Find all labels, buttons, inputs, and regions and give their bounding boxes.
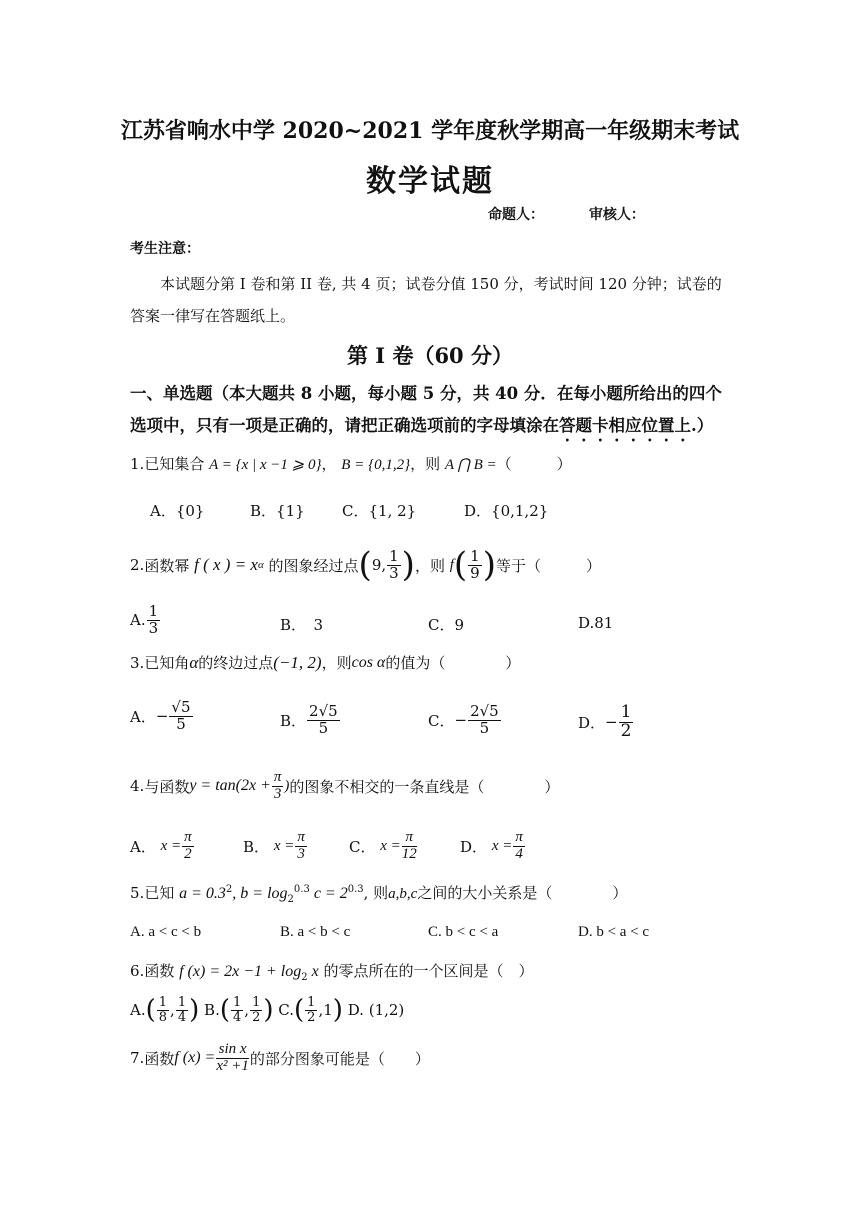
section-end: .） <box>691 416 714 435</box>
q6-a-d2: 4 <box>177 1009 187 1025</box>
q5-a-sup: 2 <box>225 884 233 895</box>
section-instructions <box>130 378 736 445</box>
question-2 <box>130 540 601 590</box>
q2-option-b: B． 3 <box>280 616 324 634</box>
q3-option-a-label: A． <box>130 707 156 726</box>
question-4 <box>130 770 559 803</box>
q4-text: 与函数 <box>144 777 190 796</box>
part1-title: 第 I 卷（60 分） <box>347 343 513 368</box>
q2-option-d: D.81 <box>578 614 614 632</box>
q5-option-a: A. a < c < b <box>130 924 202 940</box>
q6-c-lparen: ( <box>294 995 305 1026</box>
q6-a-d1: 8 <box>158 1009 168 1025</box>
q3-option-b <box>280 704 341 737</box>
q4-option-c-var: x = <box>380 837 401 854</box>
q3-end: 的值为（ ） <box>385 654 521 672</box>
q4-option-c-den: 12 <box>401 845 417 862</box>
q4-close: ) <box>284 777 290 794</box>
question-6 <box>130 960 534 983</box>
section-intro: 一、单选题（本大题共 8 小题，每小题 5 分，共 40 分．在每小题所给出的四个选项中，只有一项是正确的，请把正确选项前的字母填涂在 <box>130 384 722 435</box>
q4-den: 3 <box>273 785 282 802</box>
q3-option-a <box>130 700 194 733</box>
q6-options: A. ( $\frac{1}{8}$ , $\frac{1}{4}$ ) B. ( $\frac{1}{4}$ , $\frac{1}{2}$ ) C. ( $\frac{1}{2}$ ,1 ) D. (1,2) <box>130 995 405 1026</box>
q6-c-d: 2 <box>307 1009 316 1025</box>
q3-option-c-den: 5 <box>479 718 490 737</box>
q3-option-d-sign: − <box>605 713 618 732</box>
q3-option-c-sign: − <box>454 711 468 730</box>
question-5 <box>130 882 627 905</box>
q4-option-c-label: C． <box>349 837 376 856</box>
q6-option-d: D. (1,2) <box>347 1001 405 1020</box>
q3-number: 3. <box>130 653 145 672</box>
q3-point: (−1, 2) <box>273 652 322 672</box>
q4-option-c <box>349 830 418 863</box>
q6-b-d1: 4 <box>233 1009 242 1025</box>
q1-option-a: A．{0} <box>150 502 205 520</box>
q4-option-b-label: B． <box>243 837 270 856</box>
question-3 <box>130 652 520 673</box>
q6-b-lparen: ( <box>219 995 230 1026</box>
q2-point-den: 3 <box>389 563 399 582</box>
q7-denominator: x² +1 <box>216 1057 249 1074</box>
q6-b-n1: 1 <box>233 995 242 1010</box>
q3-option-a-den: 5 <box>176 714 186 733</box>
question-7 <box>130 1042 430 1075</box>
q1-ask: A ⋂ B = <box>444 457 497 473</box>
q5-b-sub: 2 <box>287 894 294 905</box>
q3-option-b-den: 5 <box>318 718 329 737</box>
author-label: 命题人： <box>488 207 544 223</box>
q1-mid: ，则 <box>410 455 441 473</box>
q6-b-d2: 2 <box>252 1009 261 1025</box>
q2-left-paren: ( <box>358 545 372 585</box>
q1-option-d: D．{0,1,2} <box>464 502 549 520</box>
q5-end: 之间的大小关系是（ ） <box>417 884 628 902</box>
q2-option-c: C．9 <box>428 616 465 634</box>
q2-arg-left-paren: ( <box>453 545 468 585</box>
q6-c-n: 1 <box>307 995 316 1010</box>
q4-option-a-den: 2 <box>184 845 192 862</box>
q2-func: f ( x ) = x <box>194 555 258 574</box>
q6-b-rparen: ) <box>263 995 274 1026</box>
author-line <box>488 204 685 224</box>
q2-then: ，则 <box>414 556 445 575</box>
q6-text: 函数 <box>144 962 175 980</box>
q6-tail: x <box>307 963 319 980</box>
q1-text: 已知集合 <box>144 455 205 473</box>
q6-option-b-label: B. <box>204 1001 220 1020</box>
q5-b-sup: 0.3 <box>293 884 310 895</box>
q5-option-c: C. b < c < a <box>428 924 499 940</box>
q4-option-d-den: 4 <box>515 845 523 862</box>
q2-point-num: 1 <box>389 546 399 565</box>
q5-b: , b = log <box>232 885 288 902</box>
q3-option-c <box>428 704 502 737</box>
q6-sub: 2 <box>301 972 308 983</box>
q5-number: 5. <box>130 884 145 902</box>
q7-number: 7. <box>130 1049 145 1068</box>
q4-option-c-num: π <box>402 830 417 847</box>
q6-a-lparen: ( <box>145 995 156 1026</box>
q6-option-a-label: A. <box>130 1001 146 1020</box>
subject-title: 数学试题 <box>366 164 494 199</box>
q6-c-rparen: ) <box>332 995 343 1026</box>
q5-c: c = 2 <box>309 885 348 902</box>
q3-alpha: α <box>189 652 199 672</box>
section-emphasis: 答题卡相应位置上 <box>559 416 691 435</box>
q5-mid: , 则 <box>363 884 389 902</box>
q7-func: f (x) = <box>174 1049 216 1067</box>
q4-option-d-num: π <box>515 829 523 845</box>
q2-option-a-den: 3 <box>148 618 159 637</box>
q2-right-paren: ) <box>401 545 415 585</box>
q5-c-sup: 0.3 <box>347 884 364 895</box>
q7-end: 的部分图象可能是（ ） <box>249 1049 430 1068</box>
q4-option-d-var: x = <box>491 837 513 854</box>
q6-number: 6. <box>130 962 145 980</box>
q4-option-d <box>460 830 526 863</box>
q2-option-a <box>130 604 161 637</box>
q3-option-c-num: 2√5 <box>470 702 499 720</box>
q5-option-d: D. b < a < c <box>578 924 650 940</box>
q3-option-a-num: √5 <box>171 698 191 716</box>
q4-number: 4. <box>130 777 145 796</box>
q4-end: 的图象不相交的一条直线是（ ） <box>289 777 560 796</box>
q3-option-b-num: 2√5 <box>309 702 338 720</box>
q3-option-d-label: D． <box>578 713 606 732</box>
q3-option-d-num: 1 <box>620 702 632 722</box>
q2-f: f <box>449 556 454 573</box>
q4-option-d-label: D． <box>460 837 488 856</box>
q3-option-a-sign: − <box>155 707 169 726</box>
q3-option-d-den: 2 <box>620 720 632 741</box>
q5-text: 已知 <box>144 884 175 902</box>
q4-pi: π <box>273 769 282 785</box>
q4-option-b <box>243 830 308 863</box>
q6-c-tail: ,1 <box>318 1001 333 1020</box>
q2-number: 2. <box>130 556 145 574</box>
q3-option-b-label: B． <box>280 711 307 730</box>
question-1: 1.已知集合 A = {x | x −1 ⩾ 0}， B = {0,1,2}，则 A ⋂ B =（ ） <box>130 455 572 473</box>
q2-option-a-num: 1 <box>148 602 159 620</box>
school-exam-title: 江苏省响水中学 2020~2021 学年度秋学期高一年级期末考试 <box>120 118 740 144</box>
q2-point-x: 9, <box>371 556 387 574</box>
q1-option-c: C．{1, 2} <box>342 502 417 520</box>
q3-then: ，则 <box>321 654 352 672</box>
q4-option-a <box>130 830 195 863</box>
q2-text: 函数幂 <box>144 556 190 575</box>
q2-arg-right-paren: ) <box>482 545 496 585</box>
q2-mid: 的图象经过点 <box>268 556 359 575</box>
q2-arg-num: 1 <box>470 546 480 565</box>
q6-a-rparen: ) <box>189 995 200 1026</box>
q3-option-d <box>578 704 634 741</box>
q3-text: 已知角 <box>144 654 190 672</box>
reviewer-label: 审核人： <box>588 207 645 223</box>
q1-set-b: B = {0,1,2} <box>341 457 411 473</box>
q1-number: 1. <box>130 455 145 473</box>
q4-option-a-num: π <box>184 829 192 845</box>
q3-option-c-label: C． <box>428 711 455 730</box>
q2-end: 等于（ ） <box>495 556 601 575</box>
q6-b-n2: 1 <box>252 995 261 1010</box>
q7-numerator: sin x <box>216 1042 249 1059</box>
q1-set-a: A = {x | x −1 ⩾ 0} <box>209 457 322 473</box>
q4-option-b-den: 3 <box>297 845 305 862</box>
q7-text: 函数 <box>144 1049 175 1068</box>
q5-vars: a,b,c <box>388 886 418 902</box>
q1-paren: （ ） <box>496 455 572 473</box>
q2-exponent: α <box>257 559 264 571</box>
q3-mid: 的终边过点 <box>198 654 274 672</box>
q4-option-b-var: x = <box>273 837 295 854</box>
q4-option-b-num: π <box>297 829 305 845</box>
q5-a: a = 0.3 <box>179 885 226 902</box>
q6-option-c-label: C. <box>278 1001 294 1020</box>
q4-option-a-var: x = <box>160 837 182 854</box>
q5-option-b: B. a < b < c <box>280 924 351 940</box>
q1-option-b: B．{1} <box>250 502 305 520</box>
q6-a-n2: 1 <box>177 995 187 1010</box>
q4-func: y = tan(2x + <box>189 777 271 795</box>
q6-end: 的零点所在的一个区间是（ ） <box>323 962 534 980</box>
q2-option-a-label: A. <box>130 611 146 630</box>
q6-a-n1: 1 <box>158 995 168 1010</box>
q3-cos: cos α <box>351 653 386 671</box>
notice-body: 本试题分第 I 卷和第 II 卷, 共 4 页；试卷分值 150 分，考试时间 120 分钟；试卷的答案一律写在答题纸上。 <box>130 275 722 325</box>
q6-func: f (x) = 2x −1 + log <box>179 963 302 980</box>
q4-option-a-label: A． <box>130 837 156 856</box>
notice-heading: 考生注意： <box>130 241 200 257</box>
q2-arg-den: 9 <box>470 563 480 582</box>
